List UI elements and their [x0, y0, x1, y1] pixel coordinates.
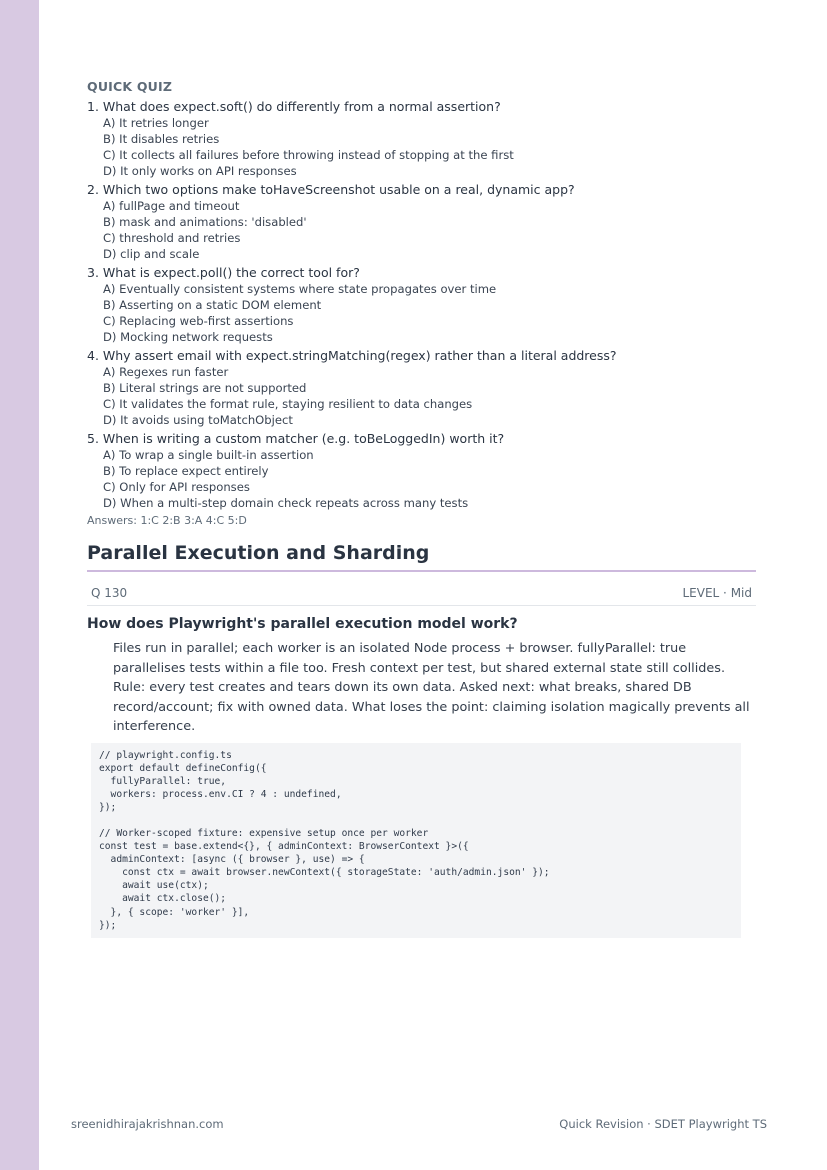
- quiz-option: A) fullPage and timeout: [103, 199, 240, 213]
- quiz-option: D) Mocking network requests: [103, 330, 273, 344]
- code-block: // playwright.config.ts export default defineConfig({ fullyParallel: true, workers: process.env.CI ? 4 : undefined, }); // Worker-scoped fixture: expensive setup once per worker const test = base.extend<{}, { adminContext: BrowserContext }>({ adminContext: [async ({ browser }, use) => { const ctx = await browser.newContext({ storageState: 'auth/admin.json' }); await use(ctx); await ctx.close(); }, { scope: 'worker' }], });: [91, 743, 741, 938]
- footer-doc-title: Quick Revision · SDET Playwright TS: [559, 1117, 767, 1131]
- quiz-heading: QUICK QUIZ: [87, 79, 173, 94]
- quiz-option: A) To wrap a single built-in assertion: [103, 448, 314, 462]
- page-content: [87, 78, 756, 938]
- quiz-option: D) It only works on API responses: [103, 164, 297, 178]
- quiz-question-text: 5. When is writing a custom matcher (e.g. toBeLoggedIn) worth it?: [87, 431, 505, 446]
- side-band: [0, 0, 39, 1170]
- quiz-option: B) It disables retries: [103, 132, 220, 146]
- question-card-header: [87, 585, 756, 606]
- quiz-question-4: [87, 347, 756, 428]
- footer-website: sreenidhirajakrishnan.com: [71, 1117, 224, 1131]
- quiz-option: B) Literal strings are not supported: [103, 381, 307, 395]
- quiz-option: C) It validates the format rule, staying resilient to data changes: [103, 397, 473, 411]
- quiz-question-1: [87, 98, 756, 179]
- quiz-question-text: 3. What is expect.poll() the correct tool for?: [87, 265, 360, 280]
- quiz-option: B) mask and animations: 'disabled': [103, 215, 307, 229]
- quiz-option: B) To replace expect entirely: [103, 464, 269, 478]
- quiz-option: A) Regexes run faster: [103, 365, 229, 379]
- quiz-question-text: 4. Why assert email with expect.stringMatching(regex) rather than a literal address?: [87, 348, 617, 363]
- quiz-question-3: [87, 264, 756, 345]
- question-title: How does Playwright's parallel execution model work?: [87, 616, 518, 632]
- quiz-option: C) threshold and retries: [103, 231, 241, 245]
- quiz-option: C) Replacing web-first assertions: [103, 314, 294, 328]
- quiz-answers: Answers: 1:C 2:B 3:A 4:C 5:D: [87, 514, 247, 527]
- level-badge: LEVEL · Mid: [682, 586, 752, 600]
- quiz-option: A) Eventually consistent systems where state propagates over time: [103, 282, 497, 296]
- quiz-option: B) Asserting on a static DOM element: [103, 298, 322, 312]
- quiz-option: D) clip and scale: [103, 247, 200, 261]
- quiz-option: D) When a multi-step domain check repeats across many tests: [103, 496, 469, 510]
- quiz-question-2: [87, 181, 756, 262]
- quiz-option: C) Only for API responses: [103, 480, 250, 494]
- question-number: Q 130: [91, 586, 128, 600]
- answer-text: Files run in parallel; each worker is an isolated Node process + browser. fullyParallel: true parallelises tests within a file too. Fresh context per test, but shared external state still collides. Rule: every test creates and tears down its own data. Asked next: what breaks, shared DB record/account; fix with owned data. What loses the point: claiming isolation magically prevents all interference.: [113, 641, 750, 735]
- quiz-option: A) It retries longer: [103, 116, 209, 130]
- quiz-question-5: [87, 430, 756, 511]
- quiz-option: D) It avoids using toMatchObject: [103, 413, 293, 427]
- quiz-question-text: 1. What does expect.soft() do differently from a normal assertion?: [87, 99, 501, 114]
- quiz-question-text: 2. Which two options make toHaveScreenshot usable on a real, dynamic app?: [87, 182, 575, 197]
- quiz-option: C) It collects all failures before throwing instead of stopping at the first: [103, 148, 514, 162]
- section-title: Parallel Execution and Sharding: [87, 541, 756, 572]
